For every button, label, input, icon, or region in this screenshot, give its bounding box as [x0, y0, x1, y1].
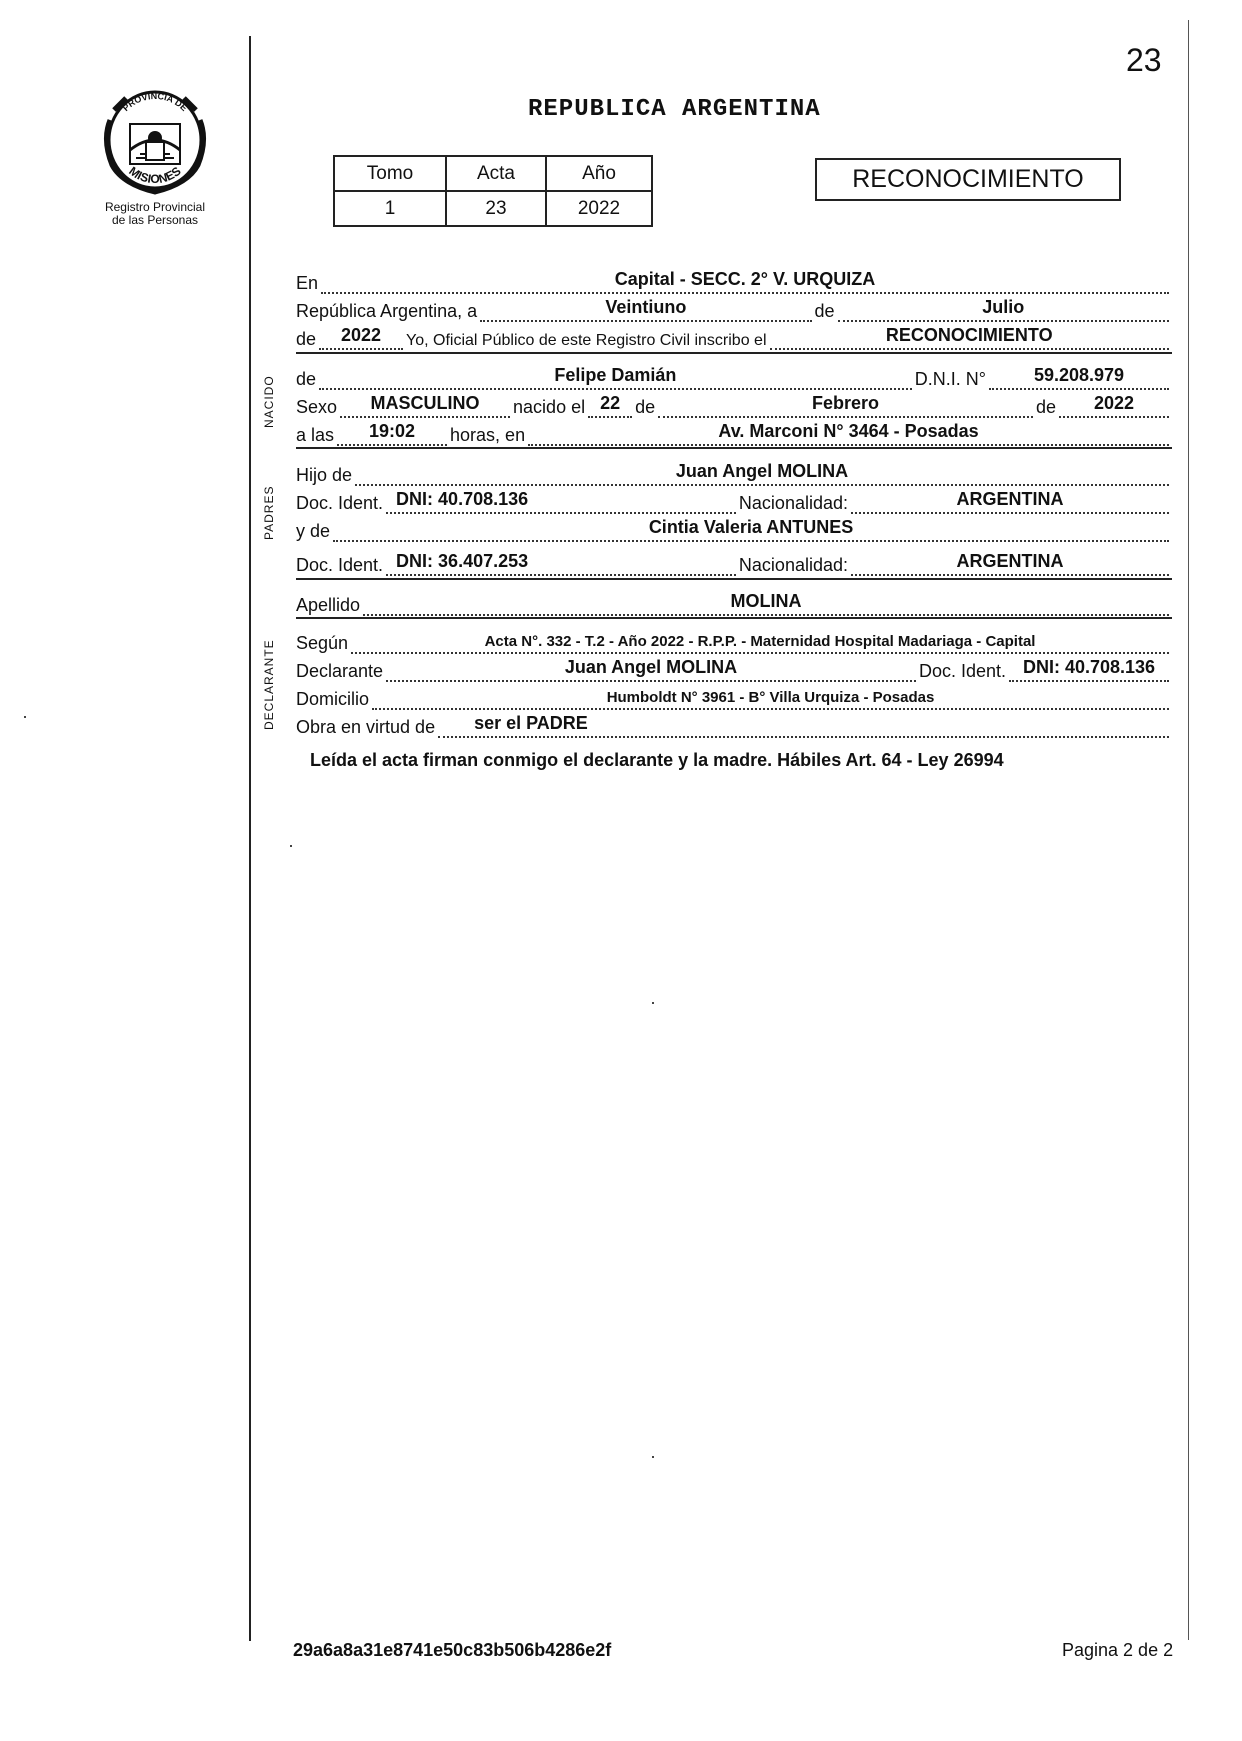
nac-mes-value: Febrero [812, 393, 880, 413]
domicilio-label: Domicilio [296, 689, 370, 709]
sexo-label: Sexo [296, 397, 338, 417]
left-margin-rule [249, 36, 251, 1641]
row-padre-doc [296, 486, 1172, 514]
separator [296, 578, 1172, 580]
segun-value: Acta N°. 332 - T.2 - Año 2022 - R.P.P. - Maternidad Hospital Madariaga - Capital [484, 633, 1036, 650]
segun-label: Según [296, 633, 349, 653]
domicilio-value: Humboldt N° 3961 - B° Villa Urquiza - Posadas [606, 689, 935, 706]
madre-nac-value: ARGENTINA [956, 551, 1064, 571]
anio-inscripcion-value: 2022 [341, 325, 382, 345]
logo-caption-line1: Registro Provincial [104, 200, 206, 214]
madre-doc-value: DNI: 36.407.253 [396, 551, 529, 571]
tomo-header: Tomo [334, 156, 446, 191]
scan-speck [290, 845, 292, 847]
anio-header: Año [546, 156, 652, 191]
nacido-de-label: de [296, 369, 317, 389]
scan-speck [652, 1002, 654, 1004]
tomo-value: 1 [334, 191, 446, 226]
nombre-value: Felipe Damián [554, 365, 677, 385]
logo-bottom-text: MISIONES [126, 163, 184, 187]
svg-text:PROVINCIA DE [121, 91, 190, 113]
side-label-padres: PADRES [262, 485, 276, 540]
nac-dia-value: 22 [600, 393, 621, 413]
sexo-value: MASCULINO [370, 393, 480, 413]
closing-text: Leída el acta firman conmigo el declarante y la madre. Hábiles Art. 64 - Ley 26994 [310, 750, 1004, 770]
en-label: En [296, 273, 319, 293]
padre-nac-value: ARGENTINA [956, 489, 1064, 509]
declarante-label: Declarante [296, 661, 384, 681]
tipo-acta-box: RECONOCIMIENTO [815, 158, 1121, 201]
anio-value: 2022 [546, 191, 652, 226]
row-obra [296, 710, 1172, 738]
padre-value: Juan Angel MOLINA [675, 461, 849, 481]
republica-label: República Argentina, a [296, 301, 478, 321]
logo-caption [80, 201, 230, 227]
acta-table [333, 155, 653, 227]
side-label-declarante: DECLARANTE [262, 639, 276, 730]
separator [296, 447, 1172, 449]
row-padre [296, 458, 1172, 486]
hijo-label: Hijo de [296, 465, 353, 485]
row-domicilio [296, 682, 1172, 710]
padre-doc-value: DNI: 40.708.136 [396, 489, 529, 509]
doc-ident-label: Doc. Ident. [296, 555, 384, 575]
row-declarante [296, 654, 1172, 682]
madre-value: Cintia Valeria ANTUNES [648, 517, 854, 537]
obra-value: ser el PADRE [474, 713, 588, 733]
row-madre [296, 514, 1172, 542]
declarante-value: Juan Angel MOLINA [564, 657, 738, 677]
document-hash: 29a6a8a31e8741e50c83b506b4286e2f [293, 1640, 612, 1660]
row-sexo [296, 390, 1172, 418]
logo-top-text: PROVINCIA DE [120, 90, 190, 114]
en-value: Capital - SECC. 2° V. URQUIZA [614, 269, 876, 289]
separator [296, 352, 1172, 354]
row-hora [296, 418, 1172, 446]
document-title: REPUBLICA ARGENTINA [528, 96, 821, 123]
nacionalidad-label: Nacionalidad: [738, 555, 848, 575]
row-nombre [296, 362, 1172, 390]
apellido-label: Apellido [296, 595, 361, 615]
acta-value: 23 [446, 191, 546, 226]
row-en [296, 266, 1172, 294]
y-de-label: y de [296, 521, 331, 541]
horas-en-label: horas, en [450, 425, 526, 445]
logo-caption-line2: de las Personas [111, 213, 199, 227]
scan-speck [652, 1456, 654, 1458]
lugar-value: Av. Marconi N° 3464 - Posadas [718, 421, 979, 441]
hora-value: 19:02 [369, 421, 416, 441]
nacionalidad-label: Nacionalidad: [738, 493, 848, 513]
row-madre-doc [296, 548, 1172, 576]
separator [296, 617, 1172, 619]
nac-anio-value: 2022 [1093, 393, 1135, 413]
doc-ident-label: Doc. Ident. [918, 661, 1006, 681]
side-label-nacido: NACIDO [262, 375, 276, 428]
dni-label: D.N.I. N° [914, 369, 986, 389]
mes-value: Julio [982, 297, 1025, 317]
yo-text: Yo, Oficial Público de este Registro Civil inscribo el [406, 332, 767, 349]
dni-value: 59.208.979 [1033, 365, 1125, 385]
scan-speck [24, 716, 26, 718]
doc-ident-label: Doc. Ident. [296, 493, 384, 513]
apellido-value: MOLINA [730, 591, 802, 611]
misiones-coat-of-arms-icon [96, 80, 214, 198]
nacido-el-label: nacido el [513, 397, 586, 417]
acta-header: Acta [446, 156, 546, 191]
a-las-label: a las [296, 425, 335, 445]
decl-doc-value: DNI: 40.708.136 [1022, 657, 1156, 677]
page-indicator: Pagina 2 de 2 [1062, 1640, 1174, 1660]
nac-de-label: de [635, 397, 656, 417]
page-number: 23 [1126, 42, 1162, 78]
row-segun [296, 626, 1172, 654]
obra-label: Obra en virtud de [296, 717, 436, 737]
row-fecha [296, 294, 1172, 322]
row-apellido [296, 588, 1172, 616]
row-inscribe [296, 322, 1172, 350]
nac-de2-label: de [1035, 397, 1056, 417]
de2-label: de [296, 329, 317, 349]
de-label: de [814, 301, 835, 321]
dia-value: Veintiuno [605, 297, 687, 317]
inscribe-value: RECONOCIMIENTO [885, 325, 1053, 345]
right-margin-rule [1188, 20, 1189, 1640]
